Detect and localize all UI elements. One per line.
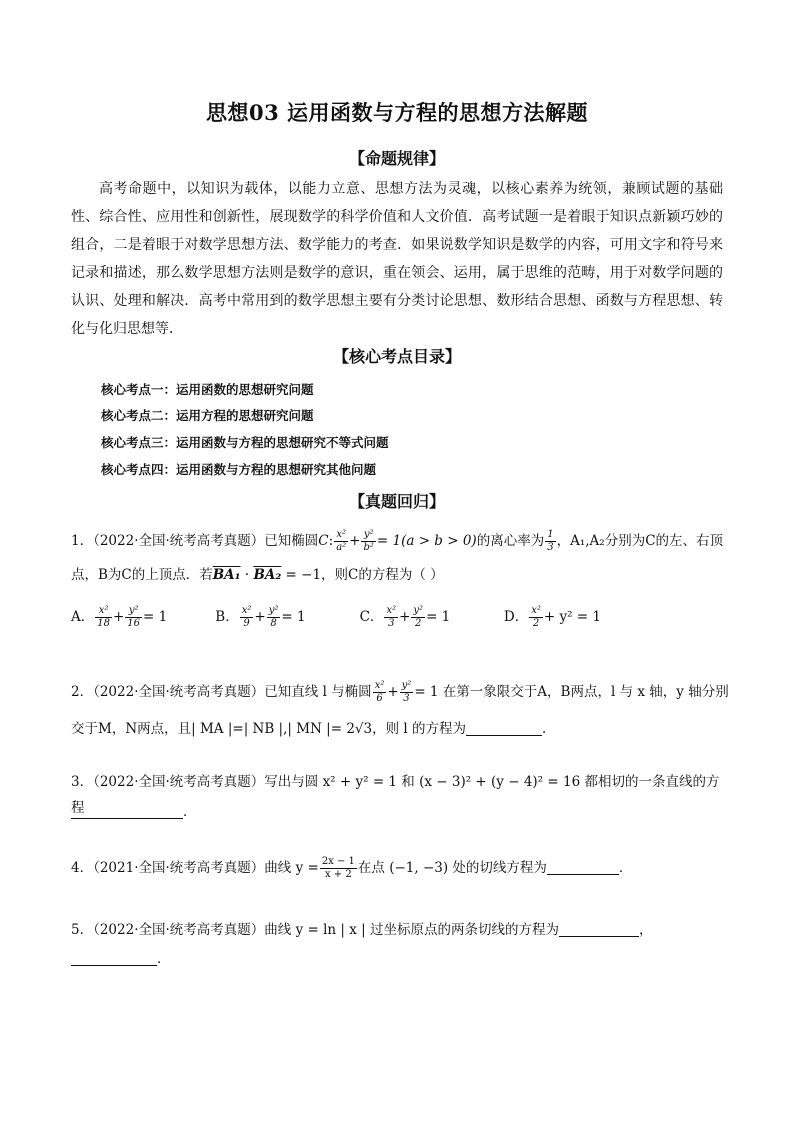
toc-item-2: 核心考点二：运用方程的思想研究问题	[101, 408, 314, 423]
question-5	[71, 917, 731, 943]
toc-item-4: 核心考点四：运用函数与方程的思想研究其他问题	[101, 462, 377, 477]
q1-mid2: ，A₁,A₂分别为C的左、右顶	[556, 533, 724, 549]
q1-line2a: 点，B为C的上顶点．若	[71, 567, 213, 583]
q5-mid: ，	[638, 922, 653, 938]
q2-text-c: 交于M，N两点，且| MA |=| NB |,| MN |= 2√3，则 l 的方程为	[71, 721, 466, 737]
q2-frac-y: $\frac{\text{y²}}{3}$	[401, 680, 412, 704]
section-heading-toc: 【核心考点目录】	[332, 347, 461, 366]
q4-text-b: 在点 (−1, −3) 处的切线方程为	[357, 860, 547, 876]
intro-paragraph: 高考命题中，以知识为载体，以能力立意、思想方法为灵魂，以核心素养为统领，兼顾试题的基础性、综合性、应用性和创新性，展现数学的科学价值和人文价值．高考试题一是着眼于知识点新颖巧妙的组合，二是着眼于对数学思想方法、数学能力的考查．如果说数学知识是数学的内容，可用文字和符号来记录和描述，那么数学思想方法则是数学的意识，重在领会、运用，属于思维的范畴，用于对数学问题的认识、处理和解决．高考中常用到的数学思想主要有分类讨论思想、数形结合思想、函数与方程思想、转化与化归思想等．	[71, 181, 723, 337]
q3-answer-blank[interactable]	[71, 804, 183, 819]
q3-text: 3．（2022·全国·统考高考真题）写出与圆 x² + y² = 1 和 (x − 3)² + (y − 4)² = 16 都相切的一条直线的方程	[71, 774, 720, 816]
question-2-line-2	[71, 716, 731, 742]
option-d[interactable]: D． $\frac{\text{x²}}{2}$ + y² = 1	[503, 605, 601, 629]
option-c[interactable]: C． $\frac{\text{x²}}{3}$ + $\frac{\text{y²}}{2}$ = 1	[359, 605, 451, 629]
q1-mid1: 的离心率为	[476, 533, 545, 549]
q1-eq: = 1(a > b > 0)	[376, 533, 477, 549]
q5-text: 5．（2022·全国·统考高考真题）曲线 y = ln | x | 过坐标原点的两条切线的方程为	[71, 922, 559, 938]
question-5-line-2	[71, 946, 731, 972]
option-b[interactable]: B． $\frac{\text{x²}}{9}$ + $\frac{\text{y²}}{8}$ = 1	[215, 605, 306, 629]
toc-item-3: 核心考点三：运用函数与方程的思想研究不等式问题	[101, 435, 389, 450]
q2-frac-x: $\frac{\text{x²}}{6}$	[374, 680, 385, 704]
q2-end: ．	[542, 721, 556, 737]
question-1-options	[71, 604, 731, 630]
q1-frac-x: $\frac{\text{x²}}{\text{a²}}$	[336, 529, 347, 553]
q1-line2b: = −1，则C的方程为（ ）	[281, 567, 444, 583]
toc-item-1: 核心考点一：运用函数的思想研究问题	[101, 382, 314, 397]
q1-frac-y: $\frac{\text{y²}}{\text{b²}}$	[363, 529, 374, 553]
section-heading-real: 【真题回归】	[348, 492, 445, 511]
q1-colon: :	[328, 533, 334, 549]
question-1	[71, 528, 731, 554]
q1-c: C	[318, 533, 329, 549]
q1-vector-1: BA₁	[212, 567, 241, 583]
q4-end: ．	[618, 860, 633, 876]
question-4	[71, 855, 731, 881]
q2-text-b: = 1 在第一象限交于A，B两点，l 与 x 轴，y 轴分别	[414, 684, 729, 700]
q2-text-a: 2．（2022·全国·统考高考真题）已知直线 l 与椭圆	[71, 684, 372, 700]
q1-prefix: 1．（2022·全国·统考高考真题）已知椭圆	[71, 533, 319, 549]
question-1-line-2	[71, 562, 731, 588]
q1-dot: ·	[240, 567, 254, 583]
page-title: 思想03 运用函数与方程的思想方法解题	[205, 100, 589, 125]
q1-frac-e: $\frac{1}{3}$	[547, 529, 554, 553]
q4-frac: $\frac{2x - 1}{x + 2}$	[321, 856, 355, 880]
question-2: 2．（2022·全国·统考高考真题）已知直线 l 与椭圆 $\frac{\text{x²}}{6}$ + $\frac{\text{y²}}{3}$ = 1 在第一象限交于A，B两点，l 与 x 轴，y 轴分别	[71, 680, 729, 704]
option-a[interactable]: A． $\frac{\text{x²}}{18}$ + $\frac{\text{y²}}{16}$ = 1	[71, 605, 168, 629]
q1-plus: +	[349, 533, 361, 549]
section-heading-rule: 【命题规律】	[348, 149, 445, 168]
q4-answer-blank[interactable]	[547, 860, 619, 875]
q1-vector-2: BA₂	[253, 567, 282, 583]
q4-text-a: 4．（2021·全国·统考高考真题）曲线 y =	[71, 860, 319, 876]
q5-end: ．	[157, 951, 171, 967]
q5-answer-blank-2[interactable]	[71, 951, 157, 966]
question-3-line-2	[71, 799, 731, 825]
q5-answer-blank-1[interactable]	[559, 922, 639, 937]
q3-end: ．	[183, 804, 197, 820]
q2-answer-blank[interactable]	[466, 721, 542, 736]
